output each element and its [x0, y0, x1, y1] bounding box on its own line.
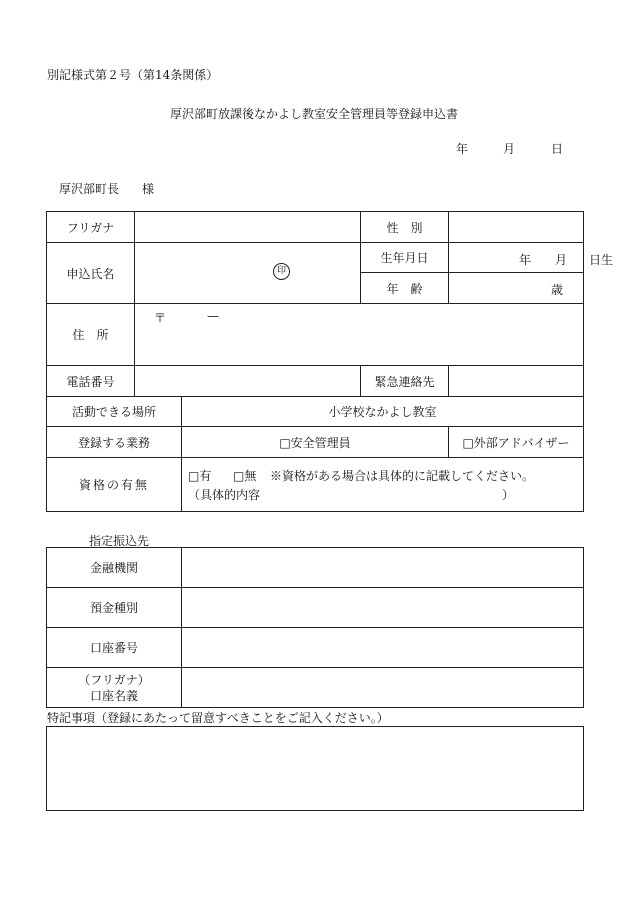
account-holder-label — [47, 668, 182, 708]
bank-name-field[interactable] — [182, 548, 584, 588]
address-label: 住 所 — [47, 304, 135, 366]
qualification-label: 資格の有無 — [47, 458, 182, 512]
applicant-name-field[interactable] — [135, 243, 361, 304]
phone-field[interactable] — [135, 366, 361, 397]
application-table — [46, 211, 614, 512]
birthdate-field[interactable] — [449, 243, 614, 273]
account-number-field[interactable] — [182, 628, 584, 668]
phone-label: 電話番号 — [47, 366, 135, 397]
duty-option-safety-manager[interactable]: □安全管理員 — [182, 427, 449, 458]
postal-mark: 〒 — [154, 311, 167, 325]
account-number-label: 口座番号 — [47, 628, 182, 668]
bank-section-heading: 指定振込先 — [89, 534, 150, 548]
form-number: 別記様式第２号（第14条関係） — [47, 68, 219, 82]
qualification-detail-close: ） — [502, 488, 515, 502]
birth-day-suffix: 日生 — [589, 253, 614, 267]
applicant-name-label: 申込氏名 — [47, 243, 135, 304]
bank-name-label: 金融機関 — [47, 548, 182, 588]
seal-mark: 印 — [273, 263, 290, 280]
gender-field[interactable] — [449, 212, 584, 243]
date-month-label: 月 — [503, 142, 516, 156]
date-year-label: 年 — [456, 142, 469, 156]
activity-place-value: 小学校なかよし教室 — [182, 397, 584, 427]
address-field[interactable] — [135, 304, 584, 366]
document-title: 厚沢部町放課後なかよし教室安全管理員等登録申込書 — [170, 107, 459, 121]
furigana-field[interactable] — [135, 212, 361, 243]
qualification-field — [182, 458, 584, 512]
duty-option-external-advisor[interactable]: □外部アドバイザー — [449, 427, 584, 458]
qualification-yes-checkbox[interactable]: □有 — [188, 469, 212, 483]
account-holder-field[interactable] — [182, 668, 584, 708]
emergency-contact-label: 緊急連絡先 — [361, 366, 449, 397]
bank-table — [46, 547, 584, 708]
qualification-no-checkbox[interactable]: □無 — [233, 469, 257, 483]
furigana-label: フリガナ — [47, 212, 135, 243]
activity-place-label: 活動できる場所 — [47, 397, 182, 427]
qualification-detail-field[interactable] — [258, 484, 498, 500]
qualification-note: ※資格がある場合は具体的に記載してください。 — [270, 469, 535, 483]
special-notes-heading: 特記事項（登録にあたって留意すべきことをご記入ください。） — [47, 711, 389, 725]
birth-year-label: 年 — [519, 253, 532, 267]
birthdate-label: 生年月日 — [361, 243, 449, 273]
addressee-name: 厚沢部町長 — [59, 182, 120, 196]
emergency-contact-field[interactable] — [449, 366, 584, 397]
date-day-label: 日 — [551, 142, 564, 156]
special-notes-field[interactable] — [46, 726, 584, 811]
age-label: 年 齢 — [361, 273, 449, 304]
age-unit: 歳 — [551, 283, 564, 297]
addressee-honorific: 様 — [142, 182, 155, 196]
age-field[interactable] — [449, 273, 584, 304]
deposit-type-label: 預金種別 — [47, 588, 182, 628]
account-holder-furigana-label: （フリガナ） — [78, 672, 150, 687]
deposit-type-field[interactable] — [182, 588, 584, 628]
gender-label: 性 別 — [361, 212, 449, 243]
duty-label: 登録する業務 — [47, 427, 182, 458]
postal-dash: — — [207, 309, 219, 323]
account-holder-name-label: 口座名義 — [89, 688, 138, 703]
qualification-detail-open: （具体的内容 — [188, 488, 261, 502]
birth-month-label: 月 — [555, 253, 568, 267]
